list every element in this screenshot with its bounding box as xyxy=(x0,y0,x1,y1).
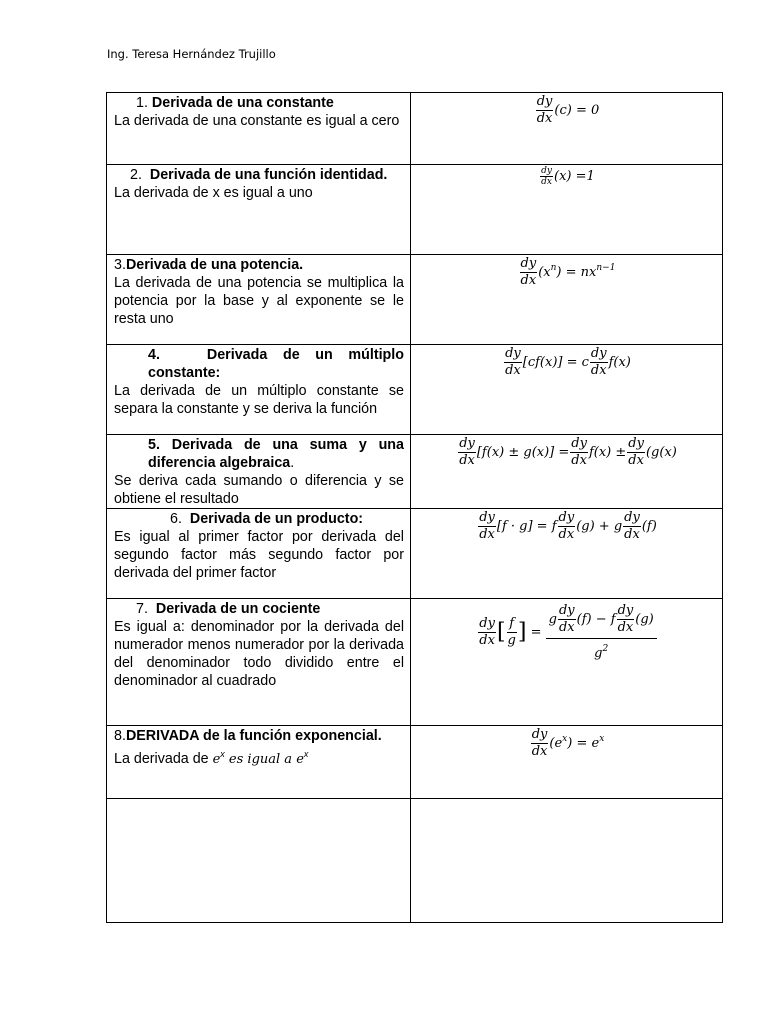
rule-text: Se deriva cada sumando o diferencia y se obtiene el resultado xyxy=(114,473,404,507)
rule-description xyxy=(107,345,411,435)
formula-constant: $\frac{dy}{dx}$ (c) = 0 xyxy=(536,94,600,126)
rule-formula xyxy=(411,255,723,345)
rule-description xyxy=(107,93,411,165)
empty-cell xyxy=(411,799,723,923)
table-row-empty xyxy=(107,799,723,923)
rule-title: Derivada de una constante xyxy=(151,95,334,111)
rule-number: 5. xyxy=(148,437,160,453)
rule-number: 6. xyxy=(170,511,182,527)
rule-title: Derivada de una función identidad. xyxy=(149,167,388,183)
rule-description: 5. Derivada de una suma y una diferencia algebraica. Se deriva cada sumando o diferencia y se obtiene el resultado xyxy=(107,435,411,509)
rule-text: La derivada de una potencia se multiplica la potencia por la base y al exponente se le resta uno xyxy=(114,275,404,327)
rule-formula xyxy=(411,509,723,599)
rule-formula xyxy=(411,345,723,435)
rule-title: DERIVADA de la función exponencial. xyxy=(125,728,382,744)
table-row xyxy=(107,345,723,435)
rule-number: 7. xyxy=(136,601,148,617)
formula-identity: $\frac{dy}{dx}$ (x) =1 xyxy=(541,166,595,187)
rule-description xyxy=(107,726,411,799)
document-author: Ing. Teresa Hernández Trujillo xyxy=(107,47,276,61)
rule-description xyxy=(107,255,411,345)
table-row xyxy=(107,599,723,726)
rule-description xyxy=(107,165,411,255)
formula-product: $\frac{dy}{dx}$ [f · g] = f $\frac{dy}{dx}$ (g) + g $\frac{dy}{dx}$ (f) xyxy=(479,510,657,542)
rule-title: Derivada de una potencia. xyxy=(125,257,304,273)
rule-formula xyxy=(411,599,723,726)
rule-number: 1. xyxy=(136,95,148,111)
table-row xyxy=(107,726,723,799)
rule-formula xyxy=(411,726,723,799)
rule-text: La derivada de una constante es igual a cero xyxy=(114,113,400,129)
table-row xyxy=(107,93,723,165)
rule-text: La derivada de $e^x$ es igual a $e^x$ xyxy=(114,749,309,767)
rule-formula xyxy=(411,165,723,255)
rule-title: Derivada de una suma y una diferencia algebraica xyxy=(148,437,404,471)
formula-power: $\frac{dy}{dx}$ $(x^n) = nx^{n-1}$ xyxy=(520,256,616,288)
rule-number: 3. xyxy=(114,257,126,273)
table-row xyxy=(107,165,723,255)
rule-formula xyxy=(411,435,723,509)
rule-title: Derivada de un múltiplo constante: xyxy=(148,347,404,381)
table-row xyxy=(107,255,723,345)
rule-text: Es igual al primer factor por derivada del segundo factor más segundo factor por derivada del primer factor xyxy=(114,529,404,581)
derivatives-table xyxy=(106,92,723,923)
rule-number: 2. xyxy=(130,167,142,183)
table-row xyxy=(107,435,723,509)
table-row xyxy=(107,509,723,599)
rule-text: La derivada de x es igual a uno xyxy=(114,185,313,201)
rule-formula xyxy=(411,93,723,165)
rule-description xyxy=(107,599,411,726)
rule-title: Derivada de un cociente xyxy=(155,601,321,617)
empty-cell xyxy=(107,799,411,923)
rule-number: 4. xyxy=(148,347,160,363)
rule-description xyxy=(107,509,411,599)
rule-text: La derivada de un múltiplo constante se separa la constante y se deriva la función xyxy=(114,383,404,417)
rule-text: Es igual a: denominador por la derivada del numerador menos numerador por la derivada del denominador todo dividido entre el denominador al cuadrado xyxy=(114,619,404,689)
formula-quotient: $\frac{dy}{dx}$ [ $\frac{f}{g}$ ] = g $\frac{dy}{dx}$ (f) − f $\frac{dy}{dx}$ (g) $g^2$ xyxy=(477,625,656,640)
formula-constant-multiple: $\frac{dy}{dx}$ [cf(x)] = c $\frac{dy}{dx}$ f(x) xyxy=(505,346,631,378)
formula-sum-difference: $\frac{dy}{dx}$ [f(x) ± g(x)] = $\frac{dy}{dx}$ f(x) ± $\frac{dy}{dx}$ (g(x) xyxy=(459,436,677,468)
rule-number: 8. xyxy=(114,728,126,744)
rule-title: Derivada de un producto: xyxy=(189,511,364,527)
formula-exponential: $\frac{dy}{dx}$ $(e^x) = e^x$ xyxy=(531,727,605,759)
